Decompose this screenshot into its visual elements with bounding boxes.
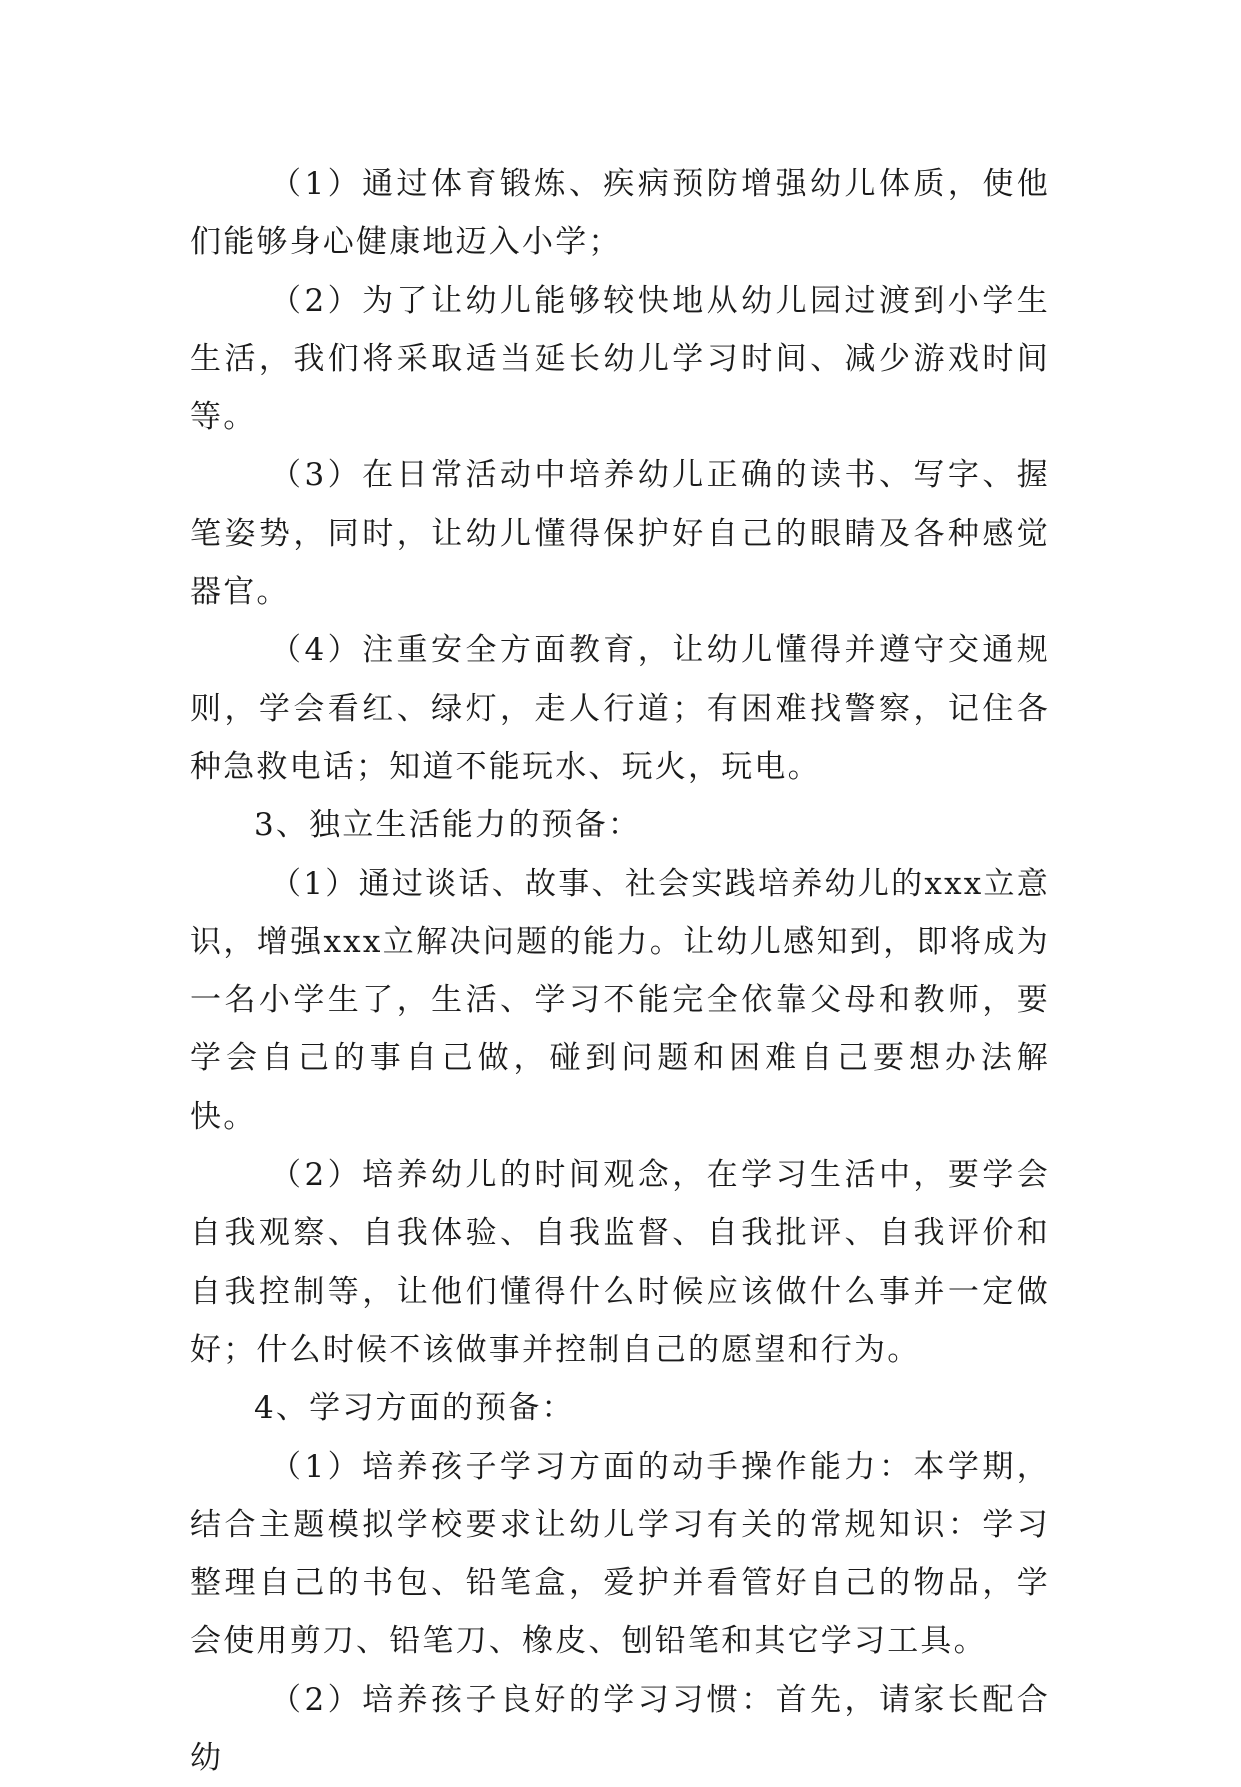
document-body: [190, 155, 1050, 1787]
paragraph-independence-2: （2）培养幼儿的时间观念，在学习生活中，要学会自我观察、自我体验、自我监督、自我批评、自我评价和自我控制等，让他们懂得什么时候应该做什么事并一定做好；什么时候不该做事并控制自己的愿望和行为。: [190, 1157, 1050, 1368]
paragraph-health-4: （4）注重安全方面教育，让幼儿懂得并遵守交通规则，学会看红、绿灯，走人行道；有困难找警察，记住各种急救电话；知道不能玩水、玩火，玩电。: [190, 632, 1050, 785]
section-heading-learning: 4、学习方面的预备：: [254, 1390, 575, 1427]
paragraph-health-3: （3）在日常活动中培养幼儿正确的读书、写字、握笔姿势，同时，让幼儿懂得保护好自己的眼睛及各种感觉器官。: [190, 457, 1050, 611]
section-heading-independent-living: 3、独立生活能力的预备：: [254, 807, 642, 844]
paragraph-health-2: （2）为了让幼儿能够较快地从幼儿园过渡到小学生生活，我们将采取适当延长幼儿学习时间、减少游戏时间等。: [190, 282, 1050, 436]
paragraph-learning-1: （1）培养孩子学习方面的动手操作能力：本学期，结合主题模拟学校要求让幼儿学习有关的常规知识：学习整理自己的书包、铅笔盒，爱护并看管好自己的物品，学会使用剪刀、铅笔刀、橡皮、刨铅笔和其它学习工具。: [190, 1448, 1050, 1660]
paragraph-health-1: （1）通过体育锻炼、疾病预防增强幼儿体质，使他们能够身心健康地迈入小学；: [190, 166, 1050, 261]
paragraph-learning-2: （2）培养孩子良好的学习习惯：首先，请家长配合幼: [190, 1681, 1050, 1777]
paragraph-independence-1: （1）通过谈话、故事、社会实践培养幼儿的xxx立意识，增强xxx立解决问题的能力。让幼儿感知到，即将成为一名小学生了，生活、学习不能完全依靠父母和教师，要学会自己的事自己做，碰到问题和困难自己要想办法解快。: [190, 865, 1050, 1135]
